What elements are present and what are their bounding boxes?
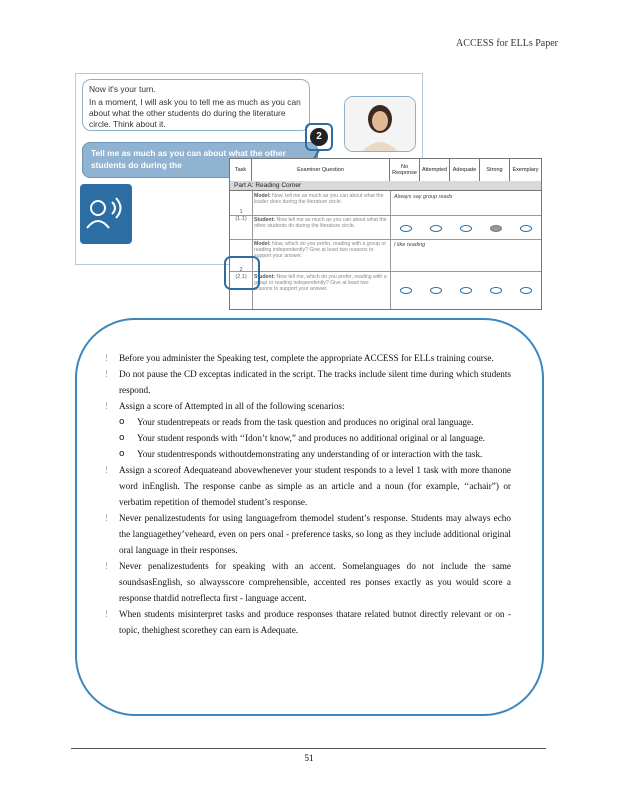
task-number: 2 xyxy=(239,267,243,273)
bullet-icon: ! xyxy=(105,401,108,411)
row-text: Now tell me, which do you prefer, reading with a group or reading independently? Give at least two reasons to support your answer. xyxy=(254,274,387,292)
table-row xyxy=(230,191,541,216)
scoring-guidelines-box xyxy=(75,318,544,716)
list-item: ! Assign a scoreof Adequateand abovewhenever your student responds to a level 1 task with more thanone word inEnglish. The response canbe as simple as an article and a noun (for example, ‘‘achair”) or verbatim repetition of themodel student’s response. xyxy=(91,462,511,510)
bullet-icon: ! xyxy=(105,465,108,475)
list-item: ! When students misinterpret tasks and produce responses thatare related butnot directly relevant or on - topic, thehighest scorethey can earn is Adequate. xyxy=(91,606,511,638)
col-question: Examiner Question xyxy=(252,159,390,181)
col-strong: Strong xyxy=(480,159,510,181)
col-exemplary: Exemplary xyxy=(512,167,539,173)
task-subnumber: (2.1) xyxy=(235,274,247,280)
scoring-table xyxy=(229,158,542,310)
sub-list-item: o Your student responds with ‘‘Idon’t know,” and produces no additional original or al language. xyxy=(91,430,511,446)
score-bubble-exemplary[interactable] xyxy=(520,287,532,294)
row-response: I like reading xyxy=(394,242,426,248)
col-adequate: Adequate xyxy=(450,159,480,181)
bullet-icon: ! xyxy=(105,513,108,523)
circle-bullet-icon: o xyxy=(119,433,125,443)
task-number: 1 xyxy=(239,209,243,215)
table-row xyxy=(230,239,541,272)
running-header: ACCESS for ELLs Paper xyxy=(456,38,558,49)
prompt-line-2: In a moment, I will ask you to tell me as much as you can about what the other students do during the literature circle. Think about it. xyxy=(89,97,301,129)
circle-bullet-icon: o xyxy=(119,417,125,427)
footer-divider xyxy=(71,748,546,749)
prompt-line-1: Now it's your turn. xyxy=(89,84,156,94)
bullet-icon: ! xyxy=(105,369,108,379)
circle-bullet-icon: o xyxy=(119,449,125,459)
sub-list-item: o Your studentresponds withoutdemonstrating any understanding of or interaction with the task. xyxy=(91,446,511,462)
callout-number: 2 xyxy=(310,128,328,146)
bullet-icon: ! xyxy=(105,609,108,619)
bullet-icon: ! xyxy=(105,561,108,571)
list-item: ! Do not pause the CD exceptas indicated in the script. The tracks include silent time during which students respond. xyxy=(91,366,511,398)
row-role: Model: xyxy=(254,241,271,247)
sub-list-item: o Your studentrepeats or reads from the task question and produces no original oral language. xyxy=(91,414,511,430)
table-row xyxy=(230,215,541,240)
col-task: Task xyxy=(230,159,252,181)
row-text: Now tell me as much as you can about what the other students do during the literature circle. xyxy=(254,217,387,229)
score-bubble-adequate[interactable] xyxy=(460,225,472,232)
row-response: Always say group reads xyxy=(394,194,453,200)
score-bubble-no-response[interactable] xyxy=(400,225,412,232)
col-no-response: No Response xyxy=(390,159,420,181)
score-bubble-attempted[interactable] xyxy=(430,287,442,294)
bullet-icon: ! xyxy=(105,353,108,363)
table-header xyxy=(230,159,541,182)
row-text: Now, which do you prefer, reading with a group or reading independently? Give at least two reasons to support your answer. xyxy=(254,241,387,259)
task-2-highlight-box xyxy=(224,256,260,290)
score-bubble-adequate[interactable] xyxy=(460,287,472,294)
score-bubble-strong[interactable] xyxy=(490,225,502,232)
section-heading: Part A: Reading Corner xyxy=(230,181,541,191)
col-attempted: Attempted xyxy=(420,159,450,181)
row-role: Student: xyxy=(254,217,276,223)
question-speech-bubble: Tell me as much as you can about what the other students do during the xyxy=(82,142,318,178)
row-role: Model: xyxy=(254,193,271,199)
score-bubble-strong[interactable] xyxy=(490,287,502,294)
list-item: ! Before you administer the Speaking test, complete the appropriate ACCESS for ELLs training course. xyxy=(91,350,511,366)
list-item: ! Never penalizestudents for speaking with an accent. Somelanguages do not include the same soundsasEnglish, so alwaysscore comprehensible, accented res ponses exactly as you would score a response thatdid notreflecta first - language accent. xyxy=(91,558,511,606)
guidelines-list xyxy=(91,350,511,638)
score-bubble-exemplary[interactable] xyxy=(520,225,532,232)
task-subnumber: (1.1) xyxy=(235,216,247,222)
row-role: Student: xyxy=(254,274,276,280)
score-bubble-no-response[interactable] xyxy=(400,287,412,294)
list-item: ! Assign a score of Attempted in all of the following scenarios: xyxy=(91,398,511,414)
row-text: Now, tell me as much as you can about what the leader does during the literature circle. xyxy=(254,193,384,205)
list-item: ! Never penalizestudents for using languagefrom themodel student’s response. Students may always echo the languagethey’veheard, even on pers onal - preference tasks, so long as they include additional original oral language in their responses. xyxy=(91,510,511,558)
table-row xyxy=(230,271,541,309)
score-bubble-attempted[interactable] xyxy=(430,225,442,232)
page-number: 51 xyxy=(304,753,314,763)
